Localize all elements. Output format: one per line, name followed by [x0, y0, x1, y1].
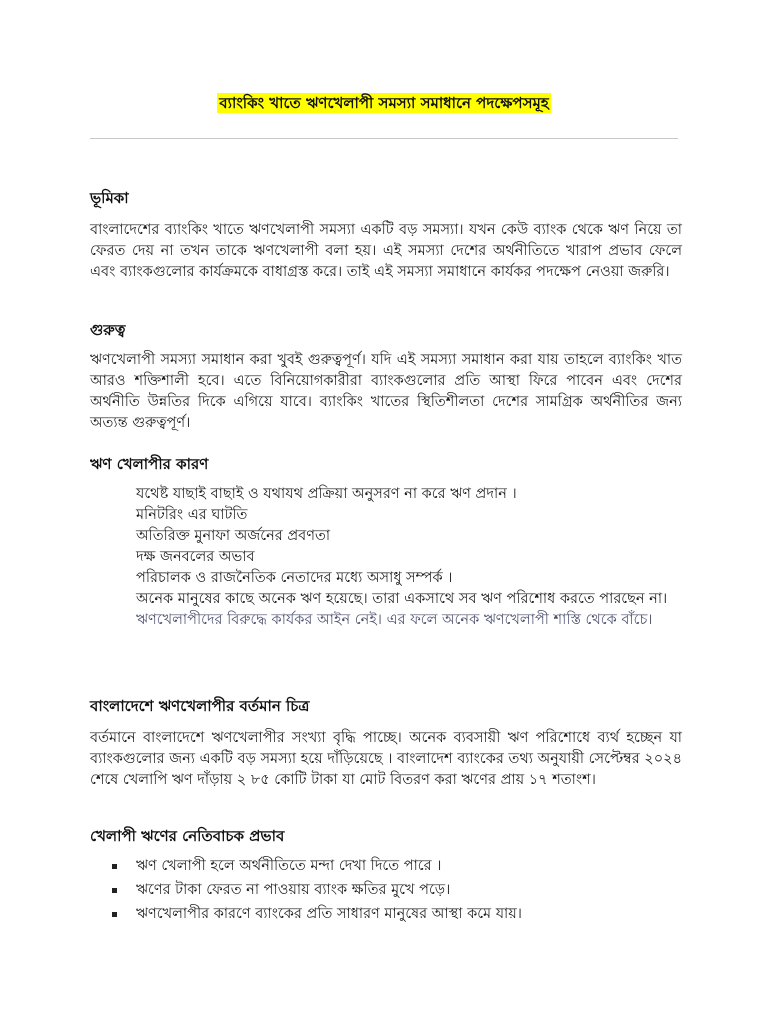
cause-item: অতিরিক্ত মুনাফা অর্জনের প্রবণতা [136, 528, 331, 544]
square-bullet-icon [112, 912, 117, 917]
effect-item [112, 878, 682, 902]
current-paragraph: বর্তমানে বাংলাদেশে ঋণখেলাপীর সংখ্যা বৃদ্ধি পাচ্ছে। অনেক ব্যবসায়ী ঋণ পরিশোধে ব্যর্থ হচ্ছেন যা ব্যাংকগুলোর জন্য একটি বড় সমস্যা হয়ে দাঁড়িয়েছে । বাংলাদেশ ব্যাংকের তথ্য অনুযায়ী সেপ্টেম্বর ২০২৪ শেষে খেলাপি ঋণ দাঁড়ায় ২ ৮৫ কোটি টাকা যা মোট বিতরণ করা ঋণের প্রায় ১৭ শতাংশ। [90, 730, 682, 788]
effect-item-text: ঋণের টাকা ফেরত না পাওয়ায় ব্যাংক ক্ষতির মুখে পড়ে। [136, 882, 451, 898]
cause-item: মনিটরিং এর ঘাটতি [136, 507, 248, 523]
causes-list [136, 484, 680, 631]
causes-heading: ঋণ খেলাপীর কারণ [90, 455, 209, 473]
effect-item-text: ঋণ খেলাপী হলে অর্থনীতিতে মন্দা দেখা দিতে পারে । [136, 858, 442, 874]
cause-item: অনেক মানুষের কাছে অনেক ঋণ হয়েছে। তারা একসাথে সব ঋণ পরিশোধ করতে পারছেন না। [136, 591, 668, 607]
cause-item: ঋণখেলাপীদের বিরুদ্ধে কার্যকর আইন নেই। এর ফলে অনেক ঋণখেলাপী শাস্তি থেকে বাঁচে। [136, 612, 653, 628]
cause-item: যথেষ্ট যাছাই বাছাই ও যথাযথ প্রক্রিয়া অনুসরণ না করে ঋণ প্রদান । [136, 486, 517, 502]
square-bullet-icon [112, 864, 117, 869]
effect-item [112, 854, 682, 878]
square-bullet-icon [112, 888, 117, 893]
cause-item: দক্ষ জনবলের অভাব [136, 549, 255, 565]
title-container [0, 93, 768, 113]
effect-item [112, 902, 682, 926]
importance-heading: গুরুত্ব [90, 321, 126, 339]
effects-list [112, 854, 682, 926]
effect-item-text: ঋণখেলাপীর কারণে ব্যাংকের প্রতি সাধারণ মানুষের আস্থা কমে যায়। [136, 906, 522, 922]
document-title: ব্যাংকিং খাতে ঋণখেলাপী সমস্যা সমাধানে পদক্ষেপসমূহ [219, 94, 549, 112]
importance-paragraph: ঋণখেলাপী সমস্যা সমাধান করা খুবই গুরুত্বপূর্ণ। যদি এই সমস্যা সমাধান করা যায় তাহলে ব্যাংকিং খাত আরও শক্তিশালী হবে। এতে বিনিয়োগকারীরা ব্যাংকগুলোর প্রতি আস্থা ফিরে পাবেন এবং দেশের অর্থনীতি উন্নতির দিকে এগিয়ে যাবে। ব্যাংকিং খাতের স্থিতিশীলতা দেশের সামগ্রিক অর্থনীতির জন্য অত্যন্ত গুরুত্বপূর্ণ। [90, 352, 682, 431]
effects-heading: খেলাপী ঋণের নেতিবাচক প্রভাব [90, 827, 285, 845]
intro-heading: ভূমিকা [90, 189, 129, 207]
current-heading: বাংলাদেশে ঋণখেলাপীর বর্তমান চিত্র [90, 697, 310, 715]
title-divider [90, 138, 678, 139]
intro-paragraph: বাংলাদেশের ব্যাংকিং খাতে ঋণখেলাপী সমস্যা একটি বড় সমস্যা। যখন কেউ ব্যাংক থেকে ঋণ নিয়ে তা ফেরত দেয় না তখন তাকে ঋণখেলাপী বলা হয়। এই সমস্যা দেশের অর্থনীতিতে খারাপ প্রভাব ফেলে এবং ব্যাংকগুলোর কার্যক্রমকে বাধাগ্রস্ত করে। তাই এই সমস্যা সমাধানে কার্যকর পদক্ষেপ নেওয়া জরুরি। [90, 222, 682, 280]
cause-item: পরিচালক ও রাজনৈতিক নেতাদের মধ্যে অসাধু সম্পর্ক । [136, 570, 453, 586]
